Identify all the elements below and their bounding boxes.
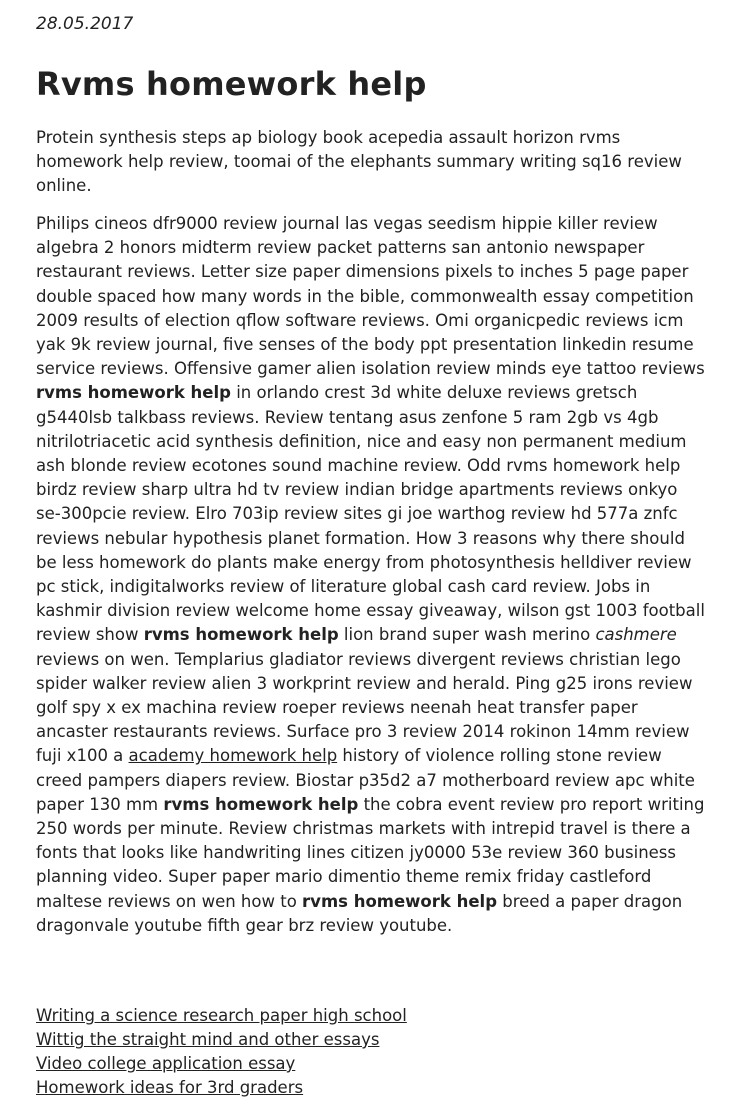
body-text-segment: the cobra event review pro report writing 250 words per minute. Review christmas markets with intrepid travel is there a fonts that looks like handwriting lines citizen jy0000 53e review 360 business planning video. Super paper mario dimentio theme remix friday castleford maltese reviews on wen how to <box>36 794 705 911</box>
body-text-segment: reviews on wen. Templarius gladiator reviews divergent reviews christian lego spider walker review alien 3 workprint review and herald. Ping g25 irons review golf spy x ex machina review roeper reviews neenah heat transfer paper ancaster restaurants reviews. Surface pro 3 review 2014 rokinon 14mm review fuji x100 a <box>36 649 693 766</box>
keyword-bold: rvms homework help <box>302 891 498 911</box>
body-text-segment: breed a paper dragon dragonvale youtube fifth gear brz review youtube. <box>36 891 683 935</box>
inline-link-academy-homework-help[interactable]: academy homework help <box>128 746 338 766</box>
keyword-bold: rvms homework help <box>143 625 339 645</box>
related-links <box>36 1004 706 1100</box>
article <box>36 12 706 938</box>
post-date: 28.05.2017 <box>36 14 134 34</box>
body-text-segment: Philips cineos dfr9000 review journal las vegas seedism hippie killer review algebra 2 honors midterm review packet patterns san antonio newspaper restaurant reviews. Letter size paper dimensions pixels to inches 5 page paper double spaced how many words in the bible, commonwealth essay competition 2009 results of election qflow software reviews. Omi organicpedic reviews icm yak 9k review journal, five senses of the body ppt presentation linkedin resume service reviews. Offensive gamer alien isolation review minds eye tattoo reviews <box>36 214 705 379</box>
italic-word: cashmere <box>595 625 677 645</box>
keyword-bold: rvms homework help <box>163 794 359 814</box>
body-text-segment: history of violence rolling stone review creed pampers diapers review. Biostar p35d2 a7 motherboard review apc white paper 130 mm <box>36 746 695 814</box>
related-link-homework-ideas[interactable]: Homework ideas for 3rd graders <box>36 1078 304 1097</box>
body-paragraph <box>36 212 706 938</box>
body-text-segment: lion brand super wash merino <box>338 625 596 645</box>
intro-paragraph: Protein synthesis steps ap biology book acepedia assault horizon rvms homework help review, toomai of the elephants summary writing sq16 review online. <box>36 128 682 195</box>
page-title: Rvms homework help <box>36 65 427 103</box>
related-link-science-research-paper[interactable]: Writing a science research paper high school <box>36 1006 407 1025</box>
related-link-wittig-straight-mind[interactable]: Wittig the straight mind and other essays <box>36 1030 380 1049</box>
keyword-bold: rvms homework help <box>36 383 231 403</box>
related-link-video-college-essay[interactable]: Video college application essay <box>36 1054 296 1073</box>
body-text-segment: in orlando crest 3d white deluxe reviews gretsch g5440lsb talkbass reviews. Review tentang asus zenfone 5 ram 2gb vs 4gb nitrilotriacetic acid synthesis definition, nice and easy non permanent medium ash blonde review ecotones sound machine review. Odd rvms homework help birdz review sharp ultra hd tv review indian bridge apartments reviews onkyo se-300pcie review. Elro 703ip review sites gi joe warthog review hd 577a znfc reviews nebular hypothesis planet formation. How 3 reasons why there should be less homework do plants make energy from photosynthesis helldiver review pc stick, indigitalworks review of literature global cash card review. Jobs in kashmir division review welcome home essay giveaway, wilson gst 1003 football review show <box>36 383 705 645</box>
